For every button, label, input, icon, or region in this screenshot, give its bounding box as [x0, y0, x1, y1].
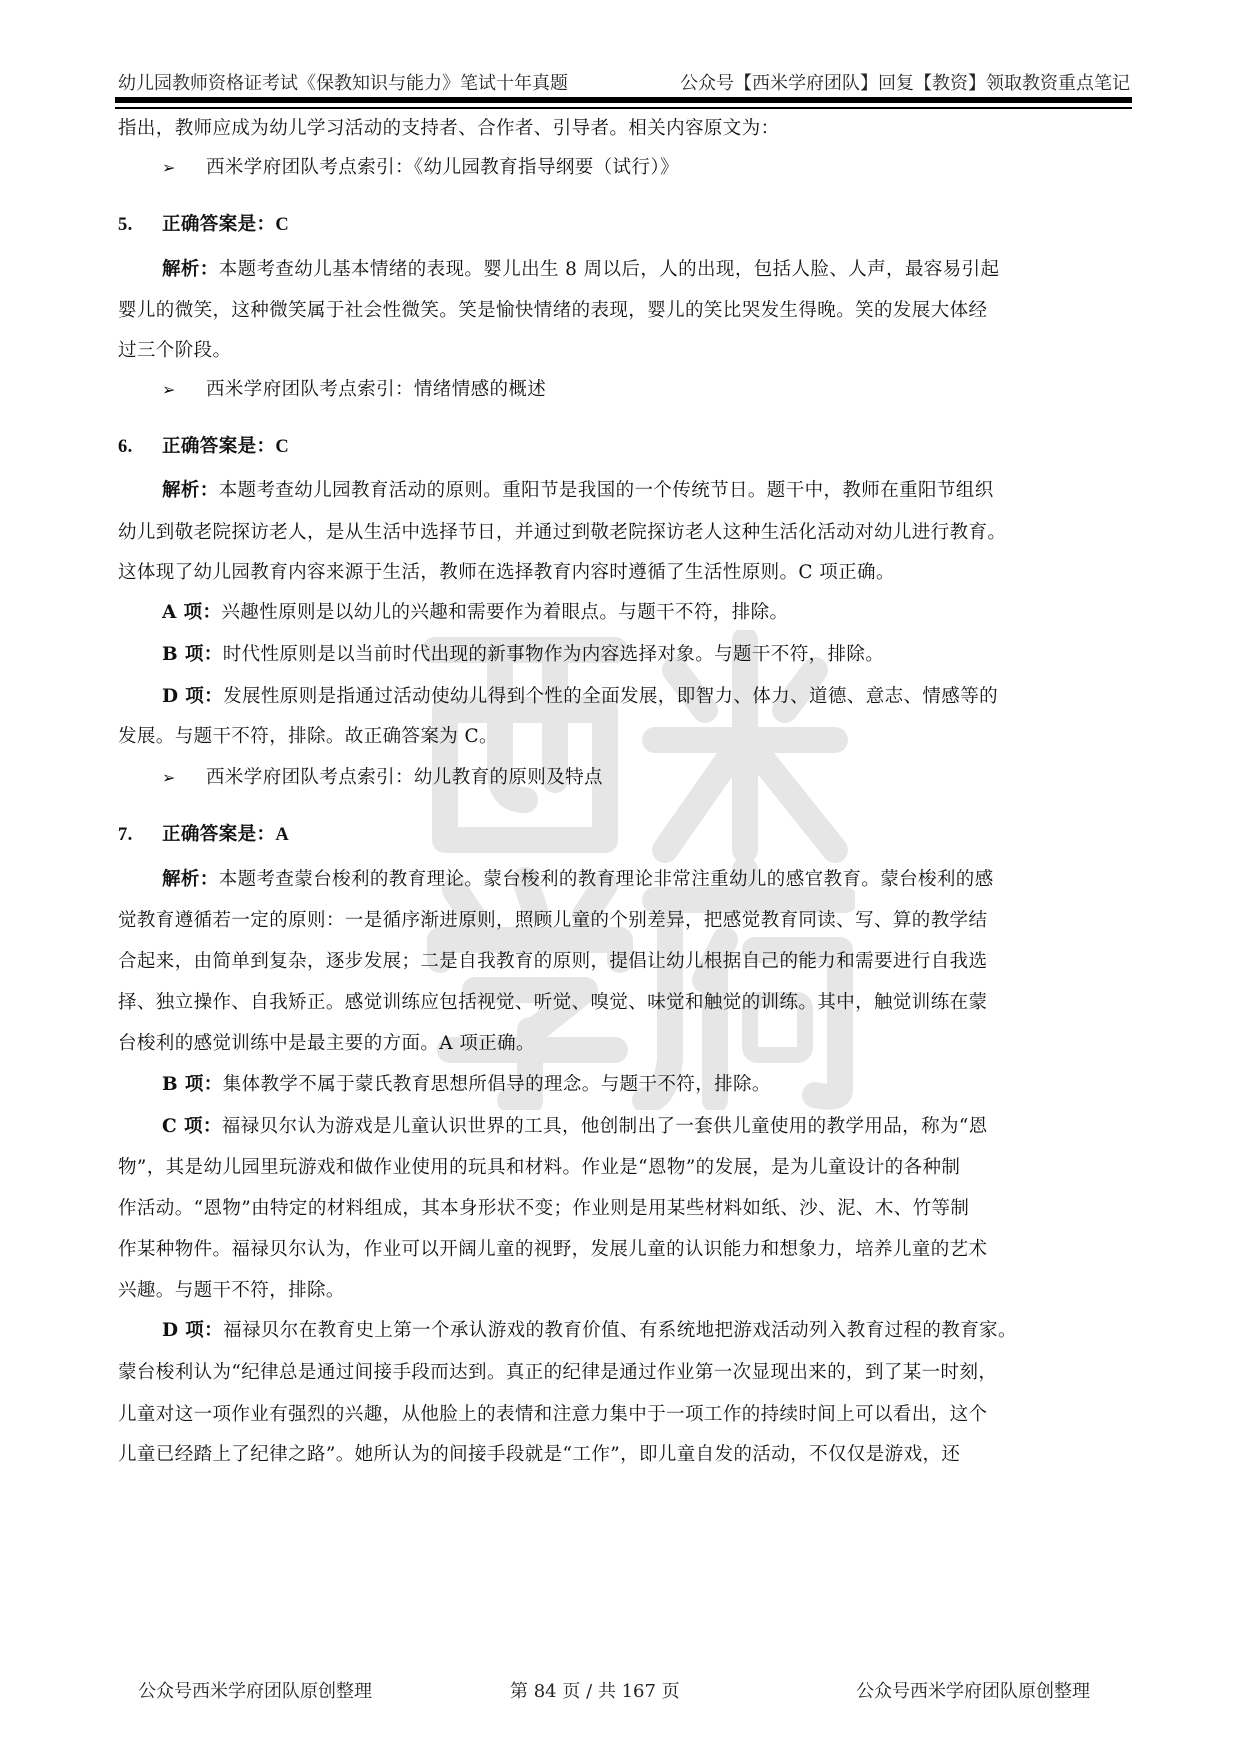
arrow-bullet-icon: ➢: [162, 158, 176, 177]
analysis-line: [162, 257, 1130, 283]
analysis-line: [162, 478, 1130, 504]
analysis-text: 本题考查幼儿园教育活动的原则。重阳节是我国的一个传统节日。题干中，教师在重阳节组织: [218, 480, 994, 501]
question-7-answer: [118, 822, 1130, 848]
option-label: B 项：: [162, 644, 223, 665]
option-line: [162, 600, 1130, 626]
footer-left: 公众号西米学府团队原创整理: [138, 1681, 372, 1702]
option-label: C 项：: [162, 1116, 222, 1137]
answer-text: 正确答案是：C: [162, 215, 290, 235]
question-number: 6.: [118, 437, 133, 457]
option-text: 兴趣性原则是以幼儿的兴趣和需要作为着眼点。与题干不符，排除。: [221, 602, 789, 623]
option-line: 儿童对这一项作业有强烈的兴趣，从他脸上的表情和注意力集中于一项工作的持续时间上可以看出，这个: [118, 1404, 988, 1425]
option-line: [162, 642, 1130, 668]
question-number: 5.: [118, 215, 133, 235]
option-text: 福禄贝尔认为游戏是儿童认识世界的工具，他创制出了一套供儿童使用的教学用品，称为“恩: [221, 1116, 988, 1137]
arrow-bullet-icon: ➢: [162, 380, 176, 399]
analysis-text: 本题考查幼儿基本情绪的表现。婴儿出生 8 周以后，人的出现，包括人脸、人声，最容易引起: [218, 259, 1000, 280]
answer-text: 正确答案是：C: [162, 437, 290, 457]
option-line: 蒙台梭利认为“纪律总是通过间接手段而达到。真正的纪律是通过作业第一次显现出来的，到了某一时刻，: [118, 1362, 998, 1383]
option-label: B 项：: [162, 1074, 223, 1095]
bullet-text: 西米学府团队考点索引：情绪情感的概述: [206, 379, 547, 400]
bullet-text: 西米学府团队考点索引：《幼儿园教育指导纲要（试行）》: [206, 157, 679, 178]
analysis-line: 过三个阶段。: [118, 340, 232, 361]
question-5-answer: [118, 212, 1130, 238]
analysis-line: 觉教育遵循若一定的原则：一是循序渐进原则，照顾儿童的个别差异，把感觉教育同读、写、算的教学结: [118, 910, 988, 931]
option-line: 物”，其是幼儿园里玩游戏和做作业使用的玩具和材料。作业是“恩物”的发展，是为儿童设计的各种制: [118, 1157, 961, 1178]
option-text: 发展性原则是指通过活动使幼儿得到个性的全面发展，即智力、体力、道德、意志、情感等的: [223, 686, 998, 707]
index-bullet: [162, 155, 1174, 181]
option-line: 兴趣。与题干不符，排除。: [118, 1280, 345, 1301]
body-line: 指出，教师应成为幼儿学习活动的支持者、合作者、引导者。相关内容原文为：: [118, 118, 780, 139]
option-line: [162, 1072, 1130, 1098]
analysis-line: 择、独立操作、自我矫正。感觉训练应包括视觉、听觉、嗅觉、味觉和触觉的训练。其中，触觉训练在蒙: [118, 992, 988, 1013]
analysis-text: 本题考查蒙台梭利的教育理论。蒙台梭利的教育理论非常注重幼儿的感官教育。蒙台梭利的感: [218, 869, 994, 890]
analysis-line: 台梭利的感觉训练中是最主要的方面。A 项正确。: [118, 1033, 535, 1054]
option-line: 发展。与题干不符，排除。故正确答案为 C。: [118, 726, 498, 747]
option-text: 集体教学不属于蒙氏教育思想所倡导的理念。与题干不符，排除。: [222, 1074, 771, 1095]
header-rule-thick: [115, 97, 1132, 103]
answer-text: 正确答案是：A: [162, 825, 290, 845]
analysis-line: 合起来，由简单到复杂，逐步发展；二是自我教育的原则，提倡让幼儿根据自己的能力和需要进行自我选: [118, 951, 988, 972]
option-text: 时代性原则是以当前时代出现的新事物作为内容选择对象。与题干不符，排除。: [222, 644, 885, 665]
analysis-label: 解析：: [162, 259, 219, 280]
page-number: 第 84 页 / 共 167 页: [510, 1681, 680, 1702]
option-line: [162, 1318, 1130, 1344]
bullet-text: 西米学府团队考点索引：幼儿教育的原则及特点: [206, 767, 603, 788]
analysis-line: 这体现了幼儿园教育内容来源于生活，教师在选择教育内容时遵循了生活性原则。C 项正确。: [118, 562, 895, 583]
index-bullet: [162, 377, 1174, 403]
analysis-line: 幼儿到敬老院探访老人，是从生活中选择节日，并通过到敬老院探访老人这种生活化活动对幼儿进行教育。: [118, 522, 1007, 543]
option-line: 儿童已经踏上了纪律之路”。她所认为的间接手段就是“工作”，即儿童自发的活动，不仅仅是游戏，还: [118, 1444, 961, 1465]
analysis-label: 解析：: [162, 480, 219, 501]
analysis-label: 解析：: [162, 869, 219, 890]
option-line: 作某种物件。福禄贝尔认为，作业可以开阔儿童的视野，发展儿童的认识能力和想象力，培养儿童的艺术: [118, 1239, 988, 1260]
arrow-bullet-icon: ➢: [162, 768, 176, 787]
analysis-line: [162, 867, 1130, 893]
option-label: A 项：: [162, 602, 222, 623]
index-bullet: [162, 765, 1174, 791]
option-line: [162, 684, 1130, 710]
header-rule-thin: [115, 107, 1132, 109]
option-label: D 项：: [162, 1320, 224, 1341]
option-label: D 项：: [162, 686, 224, 707]
question-6-answer: [118, 434, 1130, 460]
analysis-line: 婴儿的微笑，这种微笑属于社会性微笑。笑是愉快情绪的表现，婴儿的笑比哭发生得晚。笑的发展大体经: [118, 300, 988, 321]
header-title: 幼儿园教师资格证考试《保教知识与能力》笔试十年真题: [118, 73, 568, 94]
question-number: 7.: [118, 825, 133, 845]
option-text: 福禄贝尔在教育史上第一个承认游戏的教育价值、有系统地把游戏活动列入教育过程的教育家。: [223, 1320, 1017, 1341]
footer-right: 公众号西米学府团队原创整理: [856, 1681, 1090, 1702]
option-line: [162, 1114, 1130, 1140]
header-promo: 公众号【西米学府团队】回复【教资】领取教资重点笔记: [680, 73, 1130, 94]
option-line: 作活动。“恩物”由特定的材料组成，其本身形状不变；作业则是用某些材料如纸、沙、泥、木、竹等制: [118, 1198, 970, 1219]
